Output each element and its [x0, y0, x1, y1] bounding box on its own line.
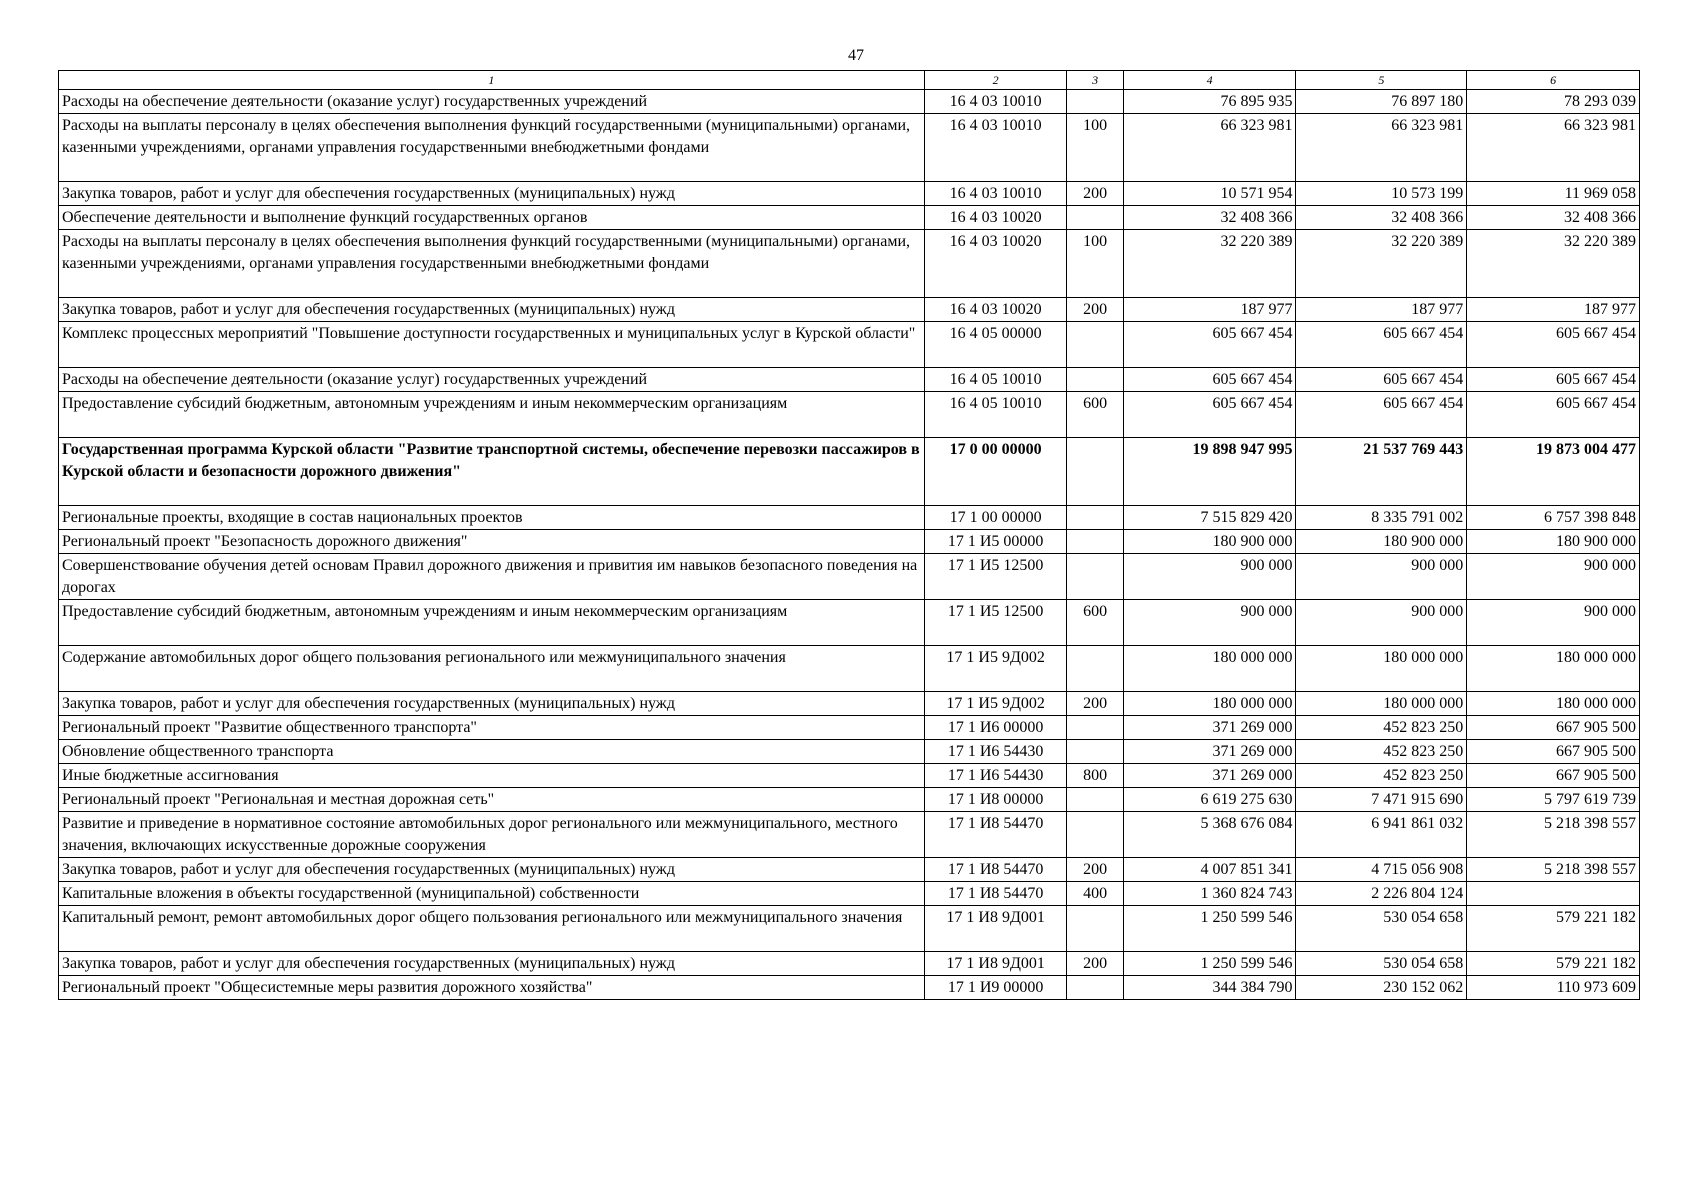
row-code-cell: 17 1 И8 9Д001: [924, 952, 1067, 976]
row-name-cell: Капитальный ремонт, ремонт автомобильных дорог общего пользования регионального или межмуниципального значения: [59, 906, 925, 952]
table-row: [59, 530, 1640, 554]
row-value-cell: 452 823 250: [1296, 764, 1467, 788]
table-row: [59, 114, 1640, 182]
row-value-cell: 76 897 180: [1296, 90, 1467, 114]
row-type-cell: [1067, 716, 1123, 740]
row-value-cell: 605 667 454: [1123, 368, 1296, 392]
row-code-cell: 17 0 00 00000: [924, 438, 1067, 506]
table-row: [59, 506, 1640, 530]
table-row: [59, 368, 1640, 392]
table-row: [59, 230, 1640, 298]
row-type-cell: 200: [1067, 858, 1123, 882]
row-value-cell: 32 220 389: [1296, 230, 1467, 298]
row-code-cell: 16 4 03 10010: [924, 182, 1067, 206]
row-value-cell: 452 823 250: [1296, 740, 1467, 764]
row-name-cell: Закупка товаров, работ и услуг для обеспечения государственных (муниципальных) нужд: [59, 858, 925, 882]
row-value-cell: 32 220 389: [1123, 230, 1296, 298]
row-type-cell: [1067, 788, 1123, 812]
table-row: [59, 764, 1640, 788]
row-value-cell: 76 895 935: [1123, 90, 1296, 114]
budget-table: [58, 70, 1640, 1000]
row-code-cell: 17 1 И8 9Д001: [924, 906, 1067, 952]
row-name-cell: Закупка товаров, работ и услуг для обеспечения государственных (муниципальных) нужд: [59, 182, 925, 206]
row-code-cell: 16 4 05 10010: [924, 368, 1067, 392]
row-name-cell: Расходы на выплаты персоналу в целях обеспечения выполнения функций государственными (муниципальными) органами, казенными учреждениями, органами управления государственными внебюджетными фондами: [59, 114, 925, 182]
row-value-cell: 371 269 000: [1123, 764, 1296, 788]
row-value-cell: 32 408 366: [1467, 206, 1640, 230]
row-type-cell: 200: [1067, 182, 1123, 206]
header-cell: 4: [1123, 71, 1296, 90]
row-code-cell: 16 4 03 10020: [924, 298, 1067, 322]
table-row: [59, 90, 1640, 114]
row-code-cell: 17 1 00 00000: [924, 506, 1067, 530]
row-name-cell: Совершенствование обучения детей основам Правил дорожного движения и привития им навыков безопасного поведения на дорогах: [59, 554, 925, 600]
row-name-cell: Региональный проект "Развитие общественного транспорта": [59, 716, 925, 740]
row-type-cell: [1067, 740, 1123, 764]
row-value-cell: 187 977: [1123, 298, 1296, 322]
table-row: [59, 438, 1640, 506]
row-value-cell: 6 757 398 848: [1467, 506, 1640, 530]
row-type-cell: 200: [1067, 952, 1123, 976]
row-type-cell: 800: [1067, 764, 1123, 788]
row-code-cell: 16 4 05 00000: [924, 322, 1067, 368]
row-code-cell: 17 1 И8 54470: [924, 812, 1067, 858]
row-code-cell: 17 1 И8 54470: [924, 858, 1067, 882]
row-value-cell: 605 667 454: [1123, 392, 1296, 438]
row-code-cell: 17 1 И8 00000: [924, 788, 1067, 812]
row-value-cell: 11 969 058: [1467, 182, 1640, 206]
table-row: [59, 322, 1640, 368]
row-value-cell: 530 054 658: [1296, 952, 1467, 976]
row-type-cell: [1067, 976, 1123, 1000]
row-value-cell: 32 408 366: [1123, 206, 1296, 230]
row-name-cell: Закупка товаров, работ и услуг для обеспечения государственных (муниципальных) нужд: [59, 692, 925, 716]
row-type-cell: [1067, 368, 1123, 392]
row-name-cell: Капитальные вложения в объекты государственной (муниципальной) собственности: [59, 882, 925, 906]
row-value-cell: 5 368 676 084: [1123, 812, 1296, 858]
row-value-cell: 900 000: [1296, 600, 1467, 646]
table-row: [59, 392, 1640, 438]
row-name-cell: Региональные проекты, входящие в состав национальных проектов: [59, 506, 925, 530]
row-value-cell: 371 269 000: [1123, 716, 1296, 740]
row-value-cell: 19 873 004 477: [1467, 438, 1640, 506]
row-code-cell: 17 1 И9 00000: [924, 976, 1067, 1000]
row-value-cell: 605 667 454: [1296, 392, 1467, 438]
row-name-cell: Закупка товаров, работ и услуг для обеспечения государственных (муниципальных) нужд: [59, 952, 925, 976]
row-name-cell: Предоставление субсидий бюджетным, автономным учреждениям и иным некоммерческим организациям: [59, 600, 925, 646]
row-value-cell: 900 000: [1467, 554, 1640, 600]
row-value-cell: 5 218 398 557: [1467, 858, 1640, 882]
header-cell: 1: [59, 71, 925, 90]
row-name-cell: Содержание автомобильных дорог общего пользования регионального или межмуниципального значения: [59, 646, 925, 692]
row-type-cell: 200: [1067, 692, 1123, 716]
table-row: [59, 554, 1640, 600]
row-code-cell: 16 4 03 10020: [924, 206, 1067, 230]
row-name-cell: Развитие и приведение в нормативное состояние автомобильных дорог регионального или межмуниципального, местного значения, включающих искусственные дорожные сооружения: [59, 812, 925, 858]
row-value-cell: 180 900 000: [1467, 530, 1640, 554]
page-number: 47: [848, 47, 864, 64]
row-type-cell: [1067, 90, 1123, 114]
row-code-cell: 17 1 И6 54430: [924, 764, 1067, 788]
row-code-cell: 17 1 И5 00000: [924, 530, 1067, 554]
row-value-cell: 900 000: [1123, 554, 1296, 600]
table-row: [59, 206, 1640, 230]
row-name-cell: Комплекс процессных мероприятий "Повышение доступности государственных и муниципальных услуг в Курской области": [59, 322, 925, 368]
table-row: [59, 952, 1640, 976]
table-row: [59, 788, 1640, 812]
row-type-cell: [1067, 506, 1123, 530]
row-value-cell: 605 667 454: [1467, 322, 1640, 368]
row-value-cell: 180 900 000: [1296, 530, 1467, 554]
header-cell: 5: [1296, 71, 1467, 90]
row-value-cell: 78 293 039: [1467, 90, 1640, 114]
row-value-cell: 10 573 199: [1296, 182, 1467, 206]
row-code-cell: 17 1 И5 12500: [924, 554, 1067, 600]
row-type-cell: [1067, 812, 1123, 858]
row-code-cell: 17 1 И6 00000: [924, 716, 1067, 740]
row-value-cell: 605 667 454: [1296, 322, 1467, 368]
row-value-cell: 66 323 981: [1123, 114, 1296, 182]
table-row: [59, 858, 1640, 882]
row-code-cell: 17 1 И6 54430: [924, 740, 1067, 764]
row-code-cell: 17 1 И8 54470: [924, 882, 1067, 906]
row-type-cell: [1067, 646, 1123, 692]
row-value-cell: 1 250 599 546: [1123, 906, 1296, 952]
row-value-cell: 32 220 389: [1467, 230, 1640, 298]
row-value-cell: 7 515 829 420: [1123, 506, 1296, 530]
row-value-cell: 180 900 000: [1123, 530, 1296, 554]
row-value-cell: 10 571 954: [1123, 182, 1296, 206]
row-value-cell: 2 226 804 124: [1296, 882, 1467, 906]
table-row: [59, 740, 1640, 764]
row-value-cell: 66 323 981: [1296, 114, 1467, 182]
row-code-cell: 16 4 03 10010: [924, 114, 1067, 182]
row-value-cell: 180 000 000: [1467, 692, 1640, 716]
row-value-cell: 452 823 250: [1296, 716, 1467, 740]
row-value-cell: 667 905 500: [1467, 740, 1640, 764]
row-value-cell: 579 221 182: [1467, 906, 1640, 952]
row-value-cell: 187 977: [1467, 298, 1640, 322]
table-row: [59, 692, 1640, 716]
row-value-cell: 530 054 658: [1296, 906, 1467, 952]
row-value-cell: 605 667 454: [1467, 368, 1640, 392]
table-row: [59, 298, 1640, 322]
row-type-cell: 600: [1067, 392, 1123, 438]
row-value-cell: 344 384 790: [1123, 976, 1296, 1000]
row-value-cell: 579 221 182: [1467, 952, 1640, 976]
row-type-cell: 600: [1067, 600, 1123, 646]
row-type-cell: [1067, 530, 1123, 554]
row-value-cell: 6 941 861 032: [1296, 812, 1467, 858]
row-value-cell: 5 218 398 557: [1467, 812, 1640, 858]
row-value-cell: 4 007 851 341: [1123, 858, 1296, 882]
row-value-cell: 66 323 981: [1467, 114, 1640, 182]
row-value-cell: 180 000 000: [1296, 646, 1467, 692]
row-value-cell: 667 905 500: [1467, 764, 1640, 788]
row-name-cell: Государственная программа Курской области "Развитие транспортной системы, обеспечение перевозки пассажиров в Курской области и безопасности дорожного движения": [59, 438, 925, 506]
row-value-cell: 21 537 769 443: [1296, 438, 1467, 506]
row-value-cell: 667 905 500: [1467, 716, 1640, 740]
row-code-cell: 16 4 05 10010: [924, 392, 1067, 438]
row-type-cell: [1067, 554, 1123, 600]
row-value-cell: 371 269 000: [1123, 740, 1296, 764]
row-value-cell: 180 000 000: [1296, 692, 1467, 716]
header-cell: 3: [1067, 71, 1123, 90]
row-value-cell: 900 000: [1467, 600, 1640, 646]
table-row: [59, 882, 1640, 906]
row-value-cell: 7 471 915 690: [1296, 788, 1467, 812]
row-type-cell: 400: [1067, 882, 1123, 906]
row-value-cell: 5 797 619 739: [1467, 788, 1640, 812]
row-type-cell: 100: [1067, 230, 1123, 298]
row-value-cell: 180 000 000: [1467, 646, 1640, 692]
table-row: [59, 646, 1640, 692]
row-name-cell: Закупка товаров, работ и услуг для обеспечения государственных (муниципальных) нужд: [59, 298, 925, 322]
table-row: [59, 716, 1640, 740]
row-name-cell: Расходы на выплаты персоналу в целях обеспечения выполнения функций государственными (муниципальными) органами, казенными учреждениями, органами управления государственными внебюджетными фондами: [59, 230, 925, 298]
row-name-cell: Региональный проект "Общесистемные меры развития дорожного хозяйства": [59, 976, 925, 1000]
row-name-cell: Расходы на обеспечение деятельности (оказание услуг) государственных учреждений: [59, 90, 925, 114]
table-row: [59, 906, 1640, 952]
row-name-cell: Региональный проект "Безопасность дорожного движения": [59, 530, 925, 554]
row-value-cell: 605 667 454: [1123, 322, 1296, 368]
row-value-cell: 230 152 062: [1296, 976, 1467, 1000]
row-value-cell: 4 715 056 908: [1296, 858, 1467, 882]
row-name-cell: Предоставление субсидий бюджетным, автономным учреждениям и иным некоммерческим организациям: [59, 392, 925, 438]
row-name-cell: Расходы на обеспечение деятельности (оказание услуг) государственных учреждений: [59, 368, 925, 392]
row-value-cell: 110 973 609: [1467, 976, 1640, 1000]
header-cell: 6: [1467, 71, 1640, 90]
row-type-cell: [1067, 906, 1123, 952]
row-value-cell: 180 000 000: [1123, 692, 1296, 716]
row-value-cell: 6 619 275 630: [1123, 788, 1296, 812]
table-row: [59, 600, 1640, 646]
row-value-cell: 1 360 824 743: [1123, 882, 1296, 906]
row-code-cell: 16 4 03 10010: [924, 90, 1067, 114]
row-name-cell: Обеспечение деятельности и выполнение функций государственных органов: [59, 206, 925, 230]
table-row: [59, 976, 1640, 1000]
row-value-cell: 19 898 947 995: [1123, 438, 1296, 506]
table-row: [59, 812, 1640, 858]
row-value-cell: 187 977: [1296, 298, 1467, 322]
table-row: [59, 182, 1640, 206]
row-code-cell: 17 1 И5 9Д002: [924, 692, 1067, 716]
row-code-cell: 17 1 И5 9Д002: [924, 646, 1067, 692]
row-name-cell: Обновление общественного транспорта: [59, 740, 925, 764]
row-value-cell: 605 667 454: [1467, 392, 1640, 438]
row-code-cell: 16 4 03 10020: [924, 230, 1067, 298]
row-name-cell: Региональный проект "Региональная и местная дорожная сеть": [59, 788, 925, 812]
row-value-cell: 32 408 366: [1296, 206, 1467, 230]
header-row: [59, 71, 1640, 90]
header-cell: 2: [924, 71, 1067, 90]
row-type-cell: [1067, 438, 1123, 506]
row-type-cell: [1067, 206, 1123, 230]
row-value-cell: 900 000: [1296, 554, 1467, 600]
row-value-cell: 180 000 000: [1123, 646, 1296, 692]
row-type-cell: 100: [1067, 114, 1123, 182]
row-value-cell: 8 335 791 002: [1296, 506, 1467, 530]
row-name-cell: Иные бюджетные ассигнования: [59, 764, 925, 788]
row-value-cell: 900 000: [1123, 600, 1296, 646]
row-value-cell: 605 667 454: [1296, 368, 1467, 392]
row-type-cell: 200: [1067, 298, 1123, 322]
row-code-cell: 17 1 И5 12500: [924, 600, 1067, 646]
row-type-cell: [1067, 322, 1123, 368]
row-value-cell: 1 250 599 546: [1123, 952, 1296, 976]
row-value-cell: [1467, 882, 1640, 906]
